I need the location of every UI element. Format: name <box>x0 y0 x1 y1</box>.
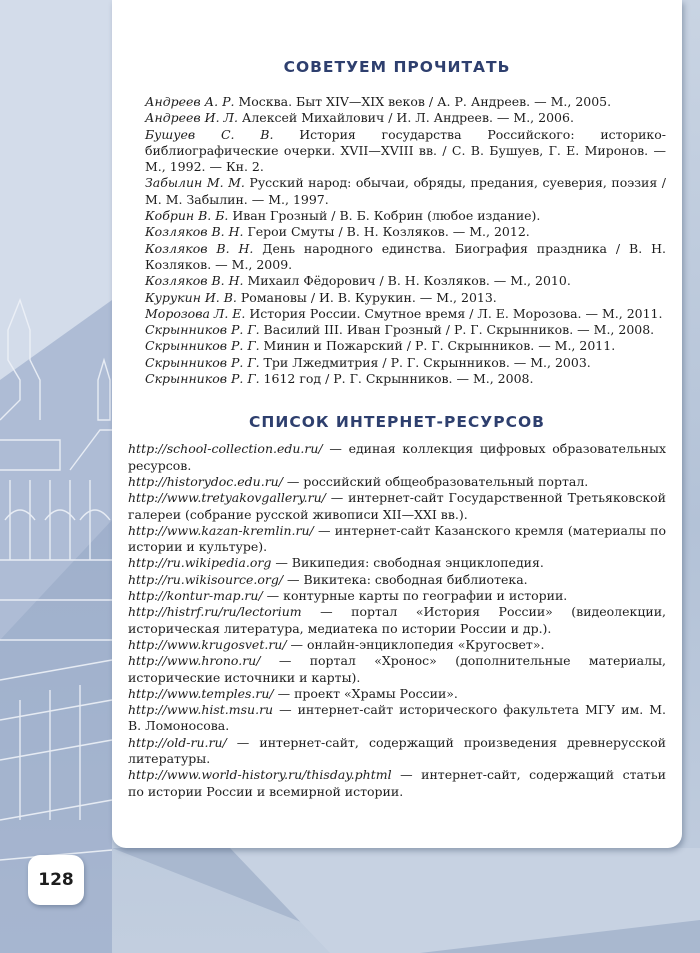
resource-entry <box>128 441 666 474</box>
book-list <box>128 94 666 387</box>
book-description: Минин и Пожарский / Р. Г. Скрынников. — М., 2011. <box>259 338 616 354</box>
resource-url-link[interactable]: http://ru.wikisource.org/ <box>128 571 284 587</box>
book-entry <box>145 127 666 176</box>
resource-url-link[interactable]: http://histrf.ru/ru/lectorium <box>128 604 302 620</box>
resource-url-link[interactable]: http://ru.wikipedia.org <box>128 555 272 571</box>
book-entry <box>145 338 666 354</box>
book-author: Скрынников Р. Г. <box>145 371 260 387</box>
resource-url-link[interactable]: http://www.temples.ru/ <box>128 685 274 701</box>
resource-entry <box>128 653 666 686</box>
links-section-title: СПИСОК ИНТЕРНЕТ-РЕСУРСОВ <box>249 413 545 432</box>
resource-description: — портал «История России» (видеолекции, историческая литература, медиатека по истории России и др.). <box>128 604 666 636</box>
resource-entry <box>128 523 666 556</box>
resource-description: — интернет-сайт Казанского кремля (материалы по истории и культуре). <box>128 522 666 555</box>
book-author: Морозова Л. Е. <box>145 305 246 321</box>
resource-url-link[interactable]: http://www.world-history.ru/thisday.phtml <box>128 767 392 783</box>
resource-entry <box>128 702 666 735</box>
book-entry <box>145 208 666 224</box>
book-entry <box>145 94 666 110</box>
book-description: Михаил Фёдорович / В. Н. Козляков. — М., 2010. <box>243 273 571 289</box>
book-description: Василий III. Иван Грозный / Р. Г. Скрынников. — М., 2008. <box>259 322 655 338</box>
book-entry <box>145 273 666 289</box>
book-description: Герои Смуты / В. Н. Козляков. — М., 2012. <box>243 224 530 240</box>
book-entry <box>145 322 666 338</box>
resource-url-link[interactable]: http://www.hist.msu.ru <box>128 702 274 718</box>
book-entry <box>145 224 666 240</box>
resource-entry <box>128 767 666 800</box>
books-section-title: СОВЕТУЕМ ПРОЧИТАТЬ <box>283 58 511 76</box>
book-author: Козляков В. Н. <box>145 224 244 240</box>
book-author: Бушуев С. В. <box>145 126 274 142</box>
resource-entry <box>128 572 666 588</box>
book-description: Русский народ: обычаи, обряды, предания, суеверия, поэзия / М. М. Забылин. — М., 1997. <box>145 175 666 207</box>
resource-description: — Викитека: свободная библиотека. <box>283 571 528 587</box>
book-description: Иван Грозный / В. Б. Кобрин (любое издание). <box>228 208 541 224</box>
link-list <box>128 441 666 800</box>
resource-url-link[interactable]: http://www.tretyakovgallery.ru/ <box>128 490 326 506</box>
resource-description: — Википедия: свободная энциклопедия. <box>271 555 544 571</box>
resource-description: — портал «Хронос» (дополнительные материалы, исторические источники и карты). <box>128 653 666 685</box>
resource-description: — контурные карты по географии и истории. <box>262 588 568 604</box>
resource-entry <box>128 490 666 523</box>
book-author: Андреев А. Р. <box>145 94 235 109</box>
resource-description: — проект «Храмы России». <box>273 685 458 701</box>
book-description: Романовы / И. В. Курукин. — М., 2013. <box>236 289 497 305</box>
resource-description: — интернет-сайт, содержащий статьи по истории России и всемирной истории. <box>128 767 666 799</box>
book-description: История России. Смутное время / Л. Е. Морозова. — М., 2011. <box>245 305 663 321</box>
book-author: Андреев И. Л. <box>145 110 238 126</box>
resource-entry <box>128 555 666 571</box>
resource-description: — интернет-сайт исторического факультета МГУ им. М. В. Ломоносова. <box>128 702 666 734</box>
book-author: Забылин М. М. <box>145 175 245 191</box>
book-author: Кобрин В. Б. <box>145 208 229 224</box>
resource-url-link[interactable]: http://www.kazan-kremlin.ru/ <box>128 522 314 538</box>
resource-entry <box>128 735 666 768</box>
book-description: Алексей Михайлович / И. Л. Андреев. — М., 2006. <box>237 110 574 126</box>
book-description: Москва. Быт XIV—XIX веков / А. Р. Андреев. — М., 2005. <box>234 94 612 109</box>
book-entry <box>145 290 666 306</box>
resource-url-link[interactable]: http://old-ru.ru/ <box>128 734 227 750</box>
resource-entry <box>128 474 666 490</box>
book-entry <box>145 306 666 322</box>
book-entry <box>145 175 666 208</box>
book-author: Скрынников Р. Г. <box>145 354 260 370</box>
page-number: 128 <box>28 855 84 905</box>
book-author: Скрынников Р. Г. <box>145 322 260 338</box>
book-description: День народного единства. Биография праздника / В. Н. Козляков. — М., 2009. <box>145 240 667 272</box>
resource-url-link[interactable]: http://school-collection.edu.ru/ <box>128 441 323 457</box>
book-description: История государства Российского: историко-библиографические очерки. XVII—XVIII вв. / С. В. Бушуев, Г. Е. Миронов. — М., 1992. — Кн. 2. <box>145 126 666 175</box>
resource-url-link[interactable]: http://www.hrono.ru/ <box>128 653 261 669</box>
resource-url-link[interactable]: http://www.krugosvet.ru/ <box>128 636 287 652</box>
book-entry <box>145 110 666 126</box>
resource-entry <box>128 637 666 653</box>
resource-description: — интернет-сайт Государственной Третьяковской галереи (собрание русской живописи XII—XXI вв.). <box>128 490 666 522</box>
resource-description: — интернет-сайт, содержащий произведения древнерусской литературы. <box>128 734 666 766</box>
book-description: 1612 год / Р. Г. Скрынников. — М., 2008. <box>259 371 534 387</box>
book-author: Скрынников Р. Г. <box>145 338 260 354</box>
resource-description: — российский общеобразовательный портал. <box>282 473 589 489</box>
resource-description: — онлайн-энциклопедия «Кругосвет». <box>286 636 545 652</box>
book-entry <box>145 241 666 274</box>
resource-entry <box>128 588 666 604</box>
book-description: Три Лжедмитрия / Р. Г. Скрынников. — М., 2003. <box>259 354 591 370</box>
resource-description: — единая коллекция цифровых образовательных ресурсов. <box>128 441 666 473</box>
book-author: Козляков В. Н. <box>145 240 254 256</box>
resource-entry <box>128 686 666 702</box>
resource-entry <box>128 604 666 637</box>
book-entry <box>145 355 666 371</box>
resource-url-link[interactable]: http://kontur-map.ru/ <box>128 588 263 604</box>
book-author: Курукин И. В. <box>145 289 237 305</box>
book-author: Козляков В. Н. <box>145 273 244 289</box>
content-card <box>112 0 682 848</box>
resource-url-link[interactable]: http://historydoc.edu.ru/ <box>128 473 283 489</box>
book-entry <box>145 371 666 387</box>
